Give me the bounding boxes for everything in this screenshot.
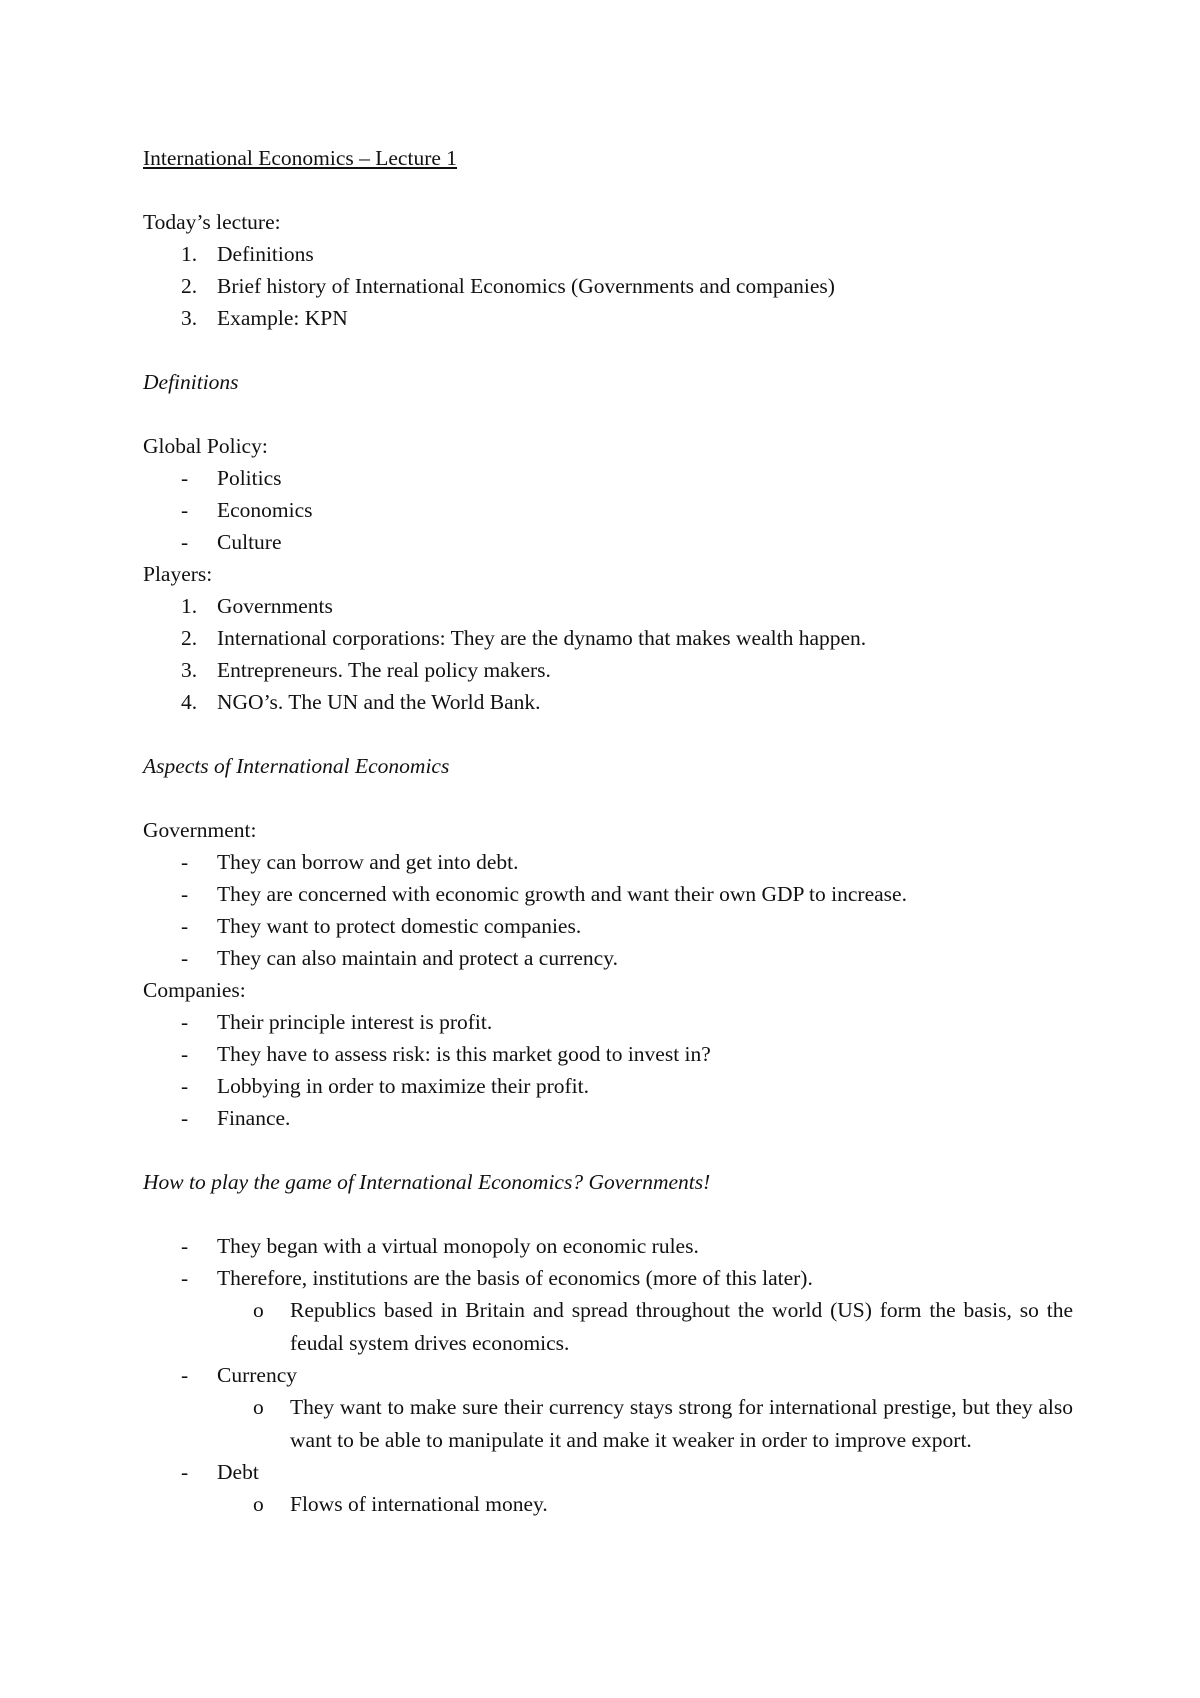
- list-marker: -: [181, 498, 189, 522]
- list-item: [143, 1230, 1073, 1262]
- sub-list-item-text: Flows of international money.: [290, 1492, 548, 1516]
- spacer: [143, 1134, 1073, 1166]
- spacer: [143, 334, 1073, 366]
- list-item-text: They have to assess risk: is this market good to invest in?: [217, 1042, 711, 1066]
- list-marker: -: [181, 466, 189, 490]
- list-marker: -: [181, 882, 189, 906]
- list-item-text: Governments: [217, 594, 333, 618]
- list-item: [143, 1456, 1073, 1488]
- list-marker: 1.: [181, 594, 198, 618]
- spacer: [143, 718, 1073, 750]
- spacer: [143, 398, 1073, 430]
- document-page: [143, 142, 1073, 1521]
- list-item: [143, 686, 1073, 718]
- list-marker: -: [181, 1234, 189, 1258]
- list-marker: -: [181, 1460, 189, 1484]
- document-title: International Economics – Lecture 1: [143, 146, 458, 170]
- list-marker: 4.: [181, 690, 198, 714]
- list-item: [143, 1262, 1073, 1294]
- list-marker: -: [181, 1074, 189, 1098]
- list-marker: 3.: [181, 306, 198, 330]
- sub-list-item-text: They want to make sure their currency stays strong for international prestige, but they also want to be able to manipulate it and make it weaker in order to improve export.: [290, 1395, 1073, 1452]
- list-item: [143, 1102, 1073, 1134]
- list-item-text: Definitions: [217, 242, 314, 266]
- list-item-text: They can borrow and get into debt.: [217, 850, 519, 874]
- list-item: [143, 302, 1073, 334]
- list-marker: -: [181, 914, 189, 938]
- list-marker: 2.: [181, 274, 198, 298]
- list-item: [143, 1038, 1073, 1070]
- list-item-text: They are concerned with economic growth and want their own GDP to increase.: [217, 882, 907, 906]
- list-item-text: Their principle interest is profit.: [217, 1010, 493, 1034]
- list-item: [143, 1070, 1073, 1102]
- list-item-text: Culture: [217, 530, 282, 554]
- list-item-text: Debt: [217, 1460, 259, 1484]
- list-item-text: Lobbying in order to maximize their profit.: [217, 1074, 589, 1098]
- list-marker: -: [181, 1042, 189, 1066]
- list-marker: -: [181, 530, 189, 554]
- list-item: [143, 942, 1073, 974]
- list-marker: 1.: [181, 242, 198, 266]
- how-to-play-heading: How to play the game of International Economics? Governments!: [143, 1170, 711, 1194]
- list-item: [143, 270, 1073, 302]
- sub-list-marker: o: [253, 1492, 264, 1516]
- list-item-text: International corporations: They are the dynamo that makes wealth happen.: [217, 626, 867, 650]
- global-policy-label: Global Policy:: [143, 434, 268, 458]
- list-item-text: Currency: [217, 1363, 297, 1387]
- list-item-text: Therefore, institutions are the basis of economics (more of this later).: [217, 1266, 813, 1290]
- definitions-heading: Definitions: [143, 370, 239, 394]
- list-item: [143, 1359, 1073, 1391]
- sub-list-item: [143, 1391, 1073, 1456]
- list-item-text: Politics: [217, 466, 282, 490]
- players-label: Players:: [143, 562, 213, 586]
- list-item: [143, 590, 1073, 622]
- list-item: [143, 622, 1073, 654]
- sub-list-item-text: Republics based in Britain and spread throughout the world (US) form the basis, so the feudal system drives economics.: [290, 1298, 1073, 1355]
- list-item: [143, 910, 1073, 942]
- list-marker: -: [181, 1106, 189, 1130]
- list-item: [143, 1006, 1073, 1038]
- list-item-text: Finance.: [217, 1106, 291, 1130]
- list-marker: -: [181, 1363, 189, 1387]
- list-item-text: Example: KPN: [217, 306, 348, 330]
- list-item-text: They can also maintain and protect a currency.: [217, 946, 618, 970]
- list-item: [143, 462, 1073, 494]
- aspects-heading: Aspects of International Economics: [143, 754, 450, 778]
- sub-list-item: [143, 1488, 1073, 1521]
- list-item-text: Brief history of International Economics (Governments and companies): [217, 274, 835, 298]
- list-item-text: NGO’s. The UN and the World Bank.: [217, 690, 541, 714]
- list-marker: 3.: [181, 658, 198, 682]
- list-item: [143, 526, 1073, 558]
- list-marker: -: [181, 1010, 189, 1034]
- list-item-text: Entrepreneurs. The real policy makers.: [217, 658, 551, 682]
- sub-list-marker: o: [253, 1395, 264, 1419]
- list-item-text: They began with a virtual monopoly on economic rules.: [217, 1234, 699, 1258]
- spacer: [143, 782, 1073, 814]
- list-item: [143, 878, 1073, 910]
- sub-list-marker: o: [253, 1298, 264, 1322]
- companies-label: Companies:: [143, 978, 246, 1002]
- list-marker: -: [181, 850, 189, 874]
- list-item-text: They want to protect domestic companies.: [217, 914, 582, 938]
- list-marker: -: [181, 946, 189, 970]
- list-marker: -: [181, 1266, 189, 1290]
- list-marker: 2.: [181, 626, 198, 650]
- spacer: [143, 1198, 1073, 1230]
- todays-lecture-label: Today’s lecture:: [143, 210, 281, 234]
- list-item: [143, 654, 1073, 686]
- spacer: [143, 174, 1073, 206]
- list-item: [143, 494, 1073, 526]
- sub-list-item: [143, 1294, 1073, 1359]
- list-item-text: Economics: [217, 498, 313, 522]
- list-item: [143, 846, 1073, 878]
- government-label: Government:: [143, 818, 257, 842]
- list-item: [143, 238, 1073, 270]
